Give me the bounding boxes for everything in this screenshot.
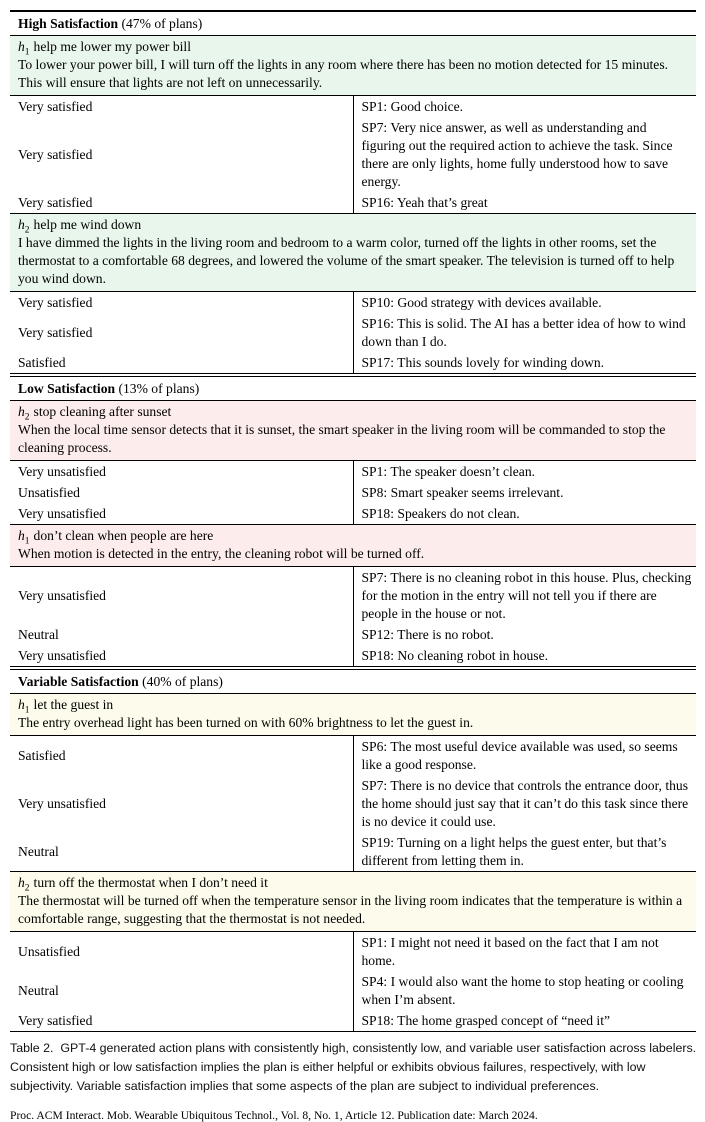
plan-description: I have dimmed the lights in the living room and bedroom to a warm color, turned off the lights in other rooms, set the thermostat to a comfortable 68 degrees, and lowered the volume of the smart speaker. The television is turned off to help you wind down. xyxy=(18,235,675,286)
rating-label: Satisfied xyxy=(10,352,353,375)
rating-label: Neutral xyxy=(10,832,353,872)
plan-row xyxy=(10,694,696,736)
plan-row xyxy=(10,872,696,932)
labeler-comment: SP1: The speaker doesn’t clean. xyxy=(361,463,536,479)
plan-cell xyxy=(10,401,696,461)
rating-row xyxy=(10,624,696,645)
table-caption xyxy=(10,1039,700,1096)
section-title: Low Satisfaction xyxy=(18,380,116,396)
rating-row xyxy=(10,96,696,118)
plan-row xyxy=(10,525,696,567)
labeler-comment: SP18: No cleaning robot in house. xyxy=(353,645,696,668)
labeler-comment: SP7: There is no cleaning robot in this house. Plus, checking for the motion in the entry will not tell you if there are people in the house or not. xyxy=(361,569,692,621)
rating-label: Satisfied xyxy=(10,736,353,776)
plan-title-line xyxy=(18,403,688,421)
rating-row xyxy=(10,736,696,776)
plan-row xyxy=(10,36,696,96)
labeler-comment: SP8: Smart speaker seems irrelevant. xyxy=(361,484,564,500)
rating-label: Neutral xyxy=(10,971,353,1010)
section-header-cell xyxy=(10,375,696,401)
journal-footer: Proc. ACM Interact. Mob. Wearable Ubiquitous Technol., Vol. 8, No. 1, Article 12. Publication date: March 2024. xyxy=(10,1109,538,1122)
plan-id: $h_2$ xyxy=(18,217,30,236)
rating-label: Neutral xyxy=(10,624,353,645)
section-header-row xyxy=(10,668,696,694)
plan-description: The entry overhead light has been turned on with 60% brightness to let the guest in. xyxy=(18,715,474,730)
rating-row xyxy=(10,971,696,1010)
plan-title-line xyxy=(18,527,688,545)
labeler-comment: SP4: I would also want the home to stop heating or cooling when I’m absent. xyxy=(361,973,684,1007)
plan-id: $h_1$ xyxy=(18,528,30,547)
labeler-comment: SP6: The most useful device available was used, so seems like a good response. xyxy=(361,738,678,772)
rating-label: Very unsatisfied xyxy=(10,461,353,483)
plan-command: turn off the thermostat when I don’t need it xyxy=(33,875,268,890)
plan-command: help me lower my power bill xyxy=(33,39,191,54)
rating-row xyxy=(10,567,696,625)
section-header-row xyxy=(10,11,696,36)
rating-label: Very satisfied xyxy=(10,1010,353,1032)
section-subtitle: (40% of plans) xyxy=(142,673,223,689)
plan-command: help me wind down xyxy=(33,217,142,232)
labeler-comment: SP18: Speakers do not clean. xyxy=(353,503,696,525)
plan-cell xyxy=(10,214,696,292)
rating-row xyxy=(10,117,696,192)
rating-row xyxy=(10,503,696,525)
rating-label: Very unsatisfied xyxy=(10,567,353,625)
rating-label: Very satisfied xyxy=(10,292,353,314)
labeler-comment: SP18: The home grasped concept of “need it” xyxy=(353,1010,696,1032)
labeler-comment: SP17: This sounds lovely for winding down. xyxy=(353,352,696,375)
rating-row xyxy=(10,292,696,314)
caption-label: Table 2. xyxy=(10,1041,54,1055)
plan-description: The thermostat will be turned off when the temperature sensor in the living room indicates that the temperature is within a comfortable range, suggesting that the thermostat is not needed. xyxy=(18,893,683,926)
labeler-comment: SP1: Good choice. xyxy=(361,98,464,114)
rating-label: Very satisfied xyxy=(10,96,353,118)
rating-row xyxy=(10,832,696,872)
table-body xyxy=(10,11,696,1032)
rating-row xyxy=(10,352,696,375)
plan-id: $h_2$ xyxy=(18,404,30,423)
rating-row xyxy=(10,775,696,832)
plan-cell xyxy=(10,694,696,736)
rating-row xyxy=(10,192,696,214)
satisfaction-table xyxy=(10,10,696,1032)
plan-command: let the guest in xyxy=(33,697,114,712)
rating-label: Very satisfied xyxy=(10,192,353,214)
labeler-comment: SP10: Good strategy with devices available. xyxy=(361,294,602,310)
rating-label: Unsatisfied xyxy=(10,932,353,972)
rating-label: Very unsatisfied xyxy=(10,645,353,668)
section-subtitle: (13% of plans) xyxy=(118,380,200,396)
section-header-cell xyxy=(10,11,696,36)
plan-title-line xyxy=(18,38,688,56)
section-header-row xyxy=(10,375,696,401)
plan-id: $h_2$ xyxy=(18,875,30,894)
plan-command: don’t clean when people are here xyxy=(33,528,214,543)
plan-command: stop cleaning after sunset xyxy=(33,404,172,419)
plan-description: When the local time sensor detects that it is sunset, the smart speaker in the living room will be commanded to stop the cleaning process. xyxy=(18,422,666,455)
rating-row xyxy=(10,1010,696,1032)
rating-label: Unsatisfied xyxy=(10,482,353,503)
plan-description: When motion is detected in the entry, the cleaning robot will be turned off. xyxy=(18,546,425,561)
section-header-cell xyxy=(10,668,696,694)
rating-label: Very unsatisfied xyxy=(10,775,353,832)
labeler-comment: SP12: There is no robot. xyxy=(361,626,494,642)
plan-title-line xyxy=(18,216,688,234)
rating-row xyxy=(10,313,696,352)
rating-row xyxy=(10,482,696,503)
plan-cell xyxy=(10,525,696,567)
labeler-comment: SP19: Turning on a light helps the guest enter, but that’s different from letting them in. xyxy=(353,832,696,872)
labeler-comment: SP16: Yeah that’s great xyxy=(353,192,696,214)
section-title: Variable Satisfaction xyxy=(18,673,139,689)
rating-row xyxy=(10,461,696,483)
rating-label: Very satisfied xyxy=(10,313,353,352)
section-subtitle: (47% of plans) xyxy=(121,15,203,31)
labeler-comment: SP16: This is solid. The AI has a better idea of how to wind down than I do. xyxy=(361,315,686,349)
caption-text: GPT-4 generated action plans with consistently high, consistently low, and variable user satisfaction across labelers. Consistent high or low satisfaction implies the plan is either helpful or exhibits obvious failures, respectively, with low subjectivity. Variable satisfaction implies that some aspects of the plan are subject to individual preferences. xyxy=(10,1041,697,1093)
plan-cell xyxy=(10,36,696,96)
rating-row xyxy=(10,645,696,668)
rating-label: Very unsatisfied xyxy=(10,503,353,525)
plan-id: $h_1$ xyxy=(18,39,30,58)
labeler-comment: SP1: I might not need it based on the fact that I am not home. xyxy=(361,934,659,968)
rating-row xyxy=(10,932,696,972)
plan-cell xyxy=(10,872,696,932)
plan-row xyxy=(10,401,696,461)
plan-title-line xyxy=(18,874,688,892)
labeler-comment: SP7: Very nice answer, as well as understanding and figuring out the required action to achieve the task. Since there are only lights, home fully understood how to save energy. xyxy=(361,119,673,189)
plan-id: $h_1$ xyxy=(18,697,30,716)
plan-description: To lower your power bill, I will turn off the lights in any room where there has been no motion detected for 15 minutes. This will ensure that lights are not left on unnecessarily. xyxy=(18,57,669,90)
plan-row xyxy=(10,214,696,292)
plan-title-line xyxy=(18,696,688,714)
section-title: High Satisfaction xyxy=(18,15,119,31)
labeler-comment: SP7: There is no device that controls the entrance door, thus the home should just say that it can’t do this task since there is no device it could use. xyxy=(361,777,689,829)
rating-label: Very satisfied xyxy=(10,117,353,192)
